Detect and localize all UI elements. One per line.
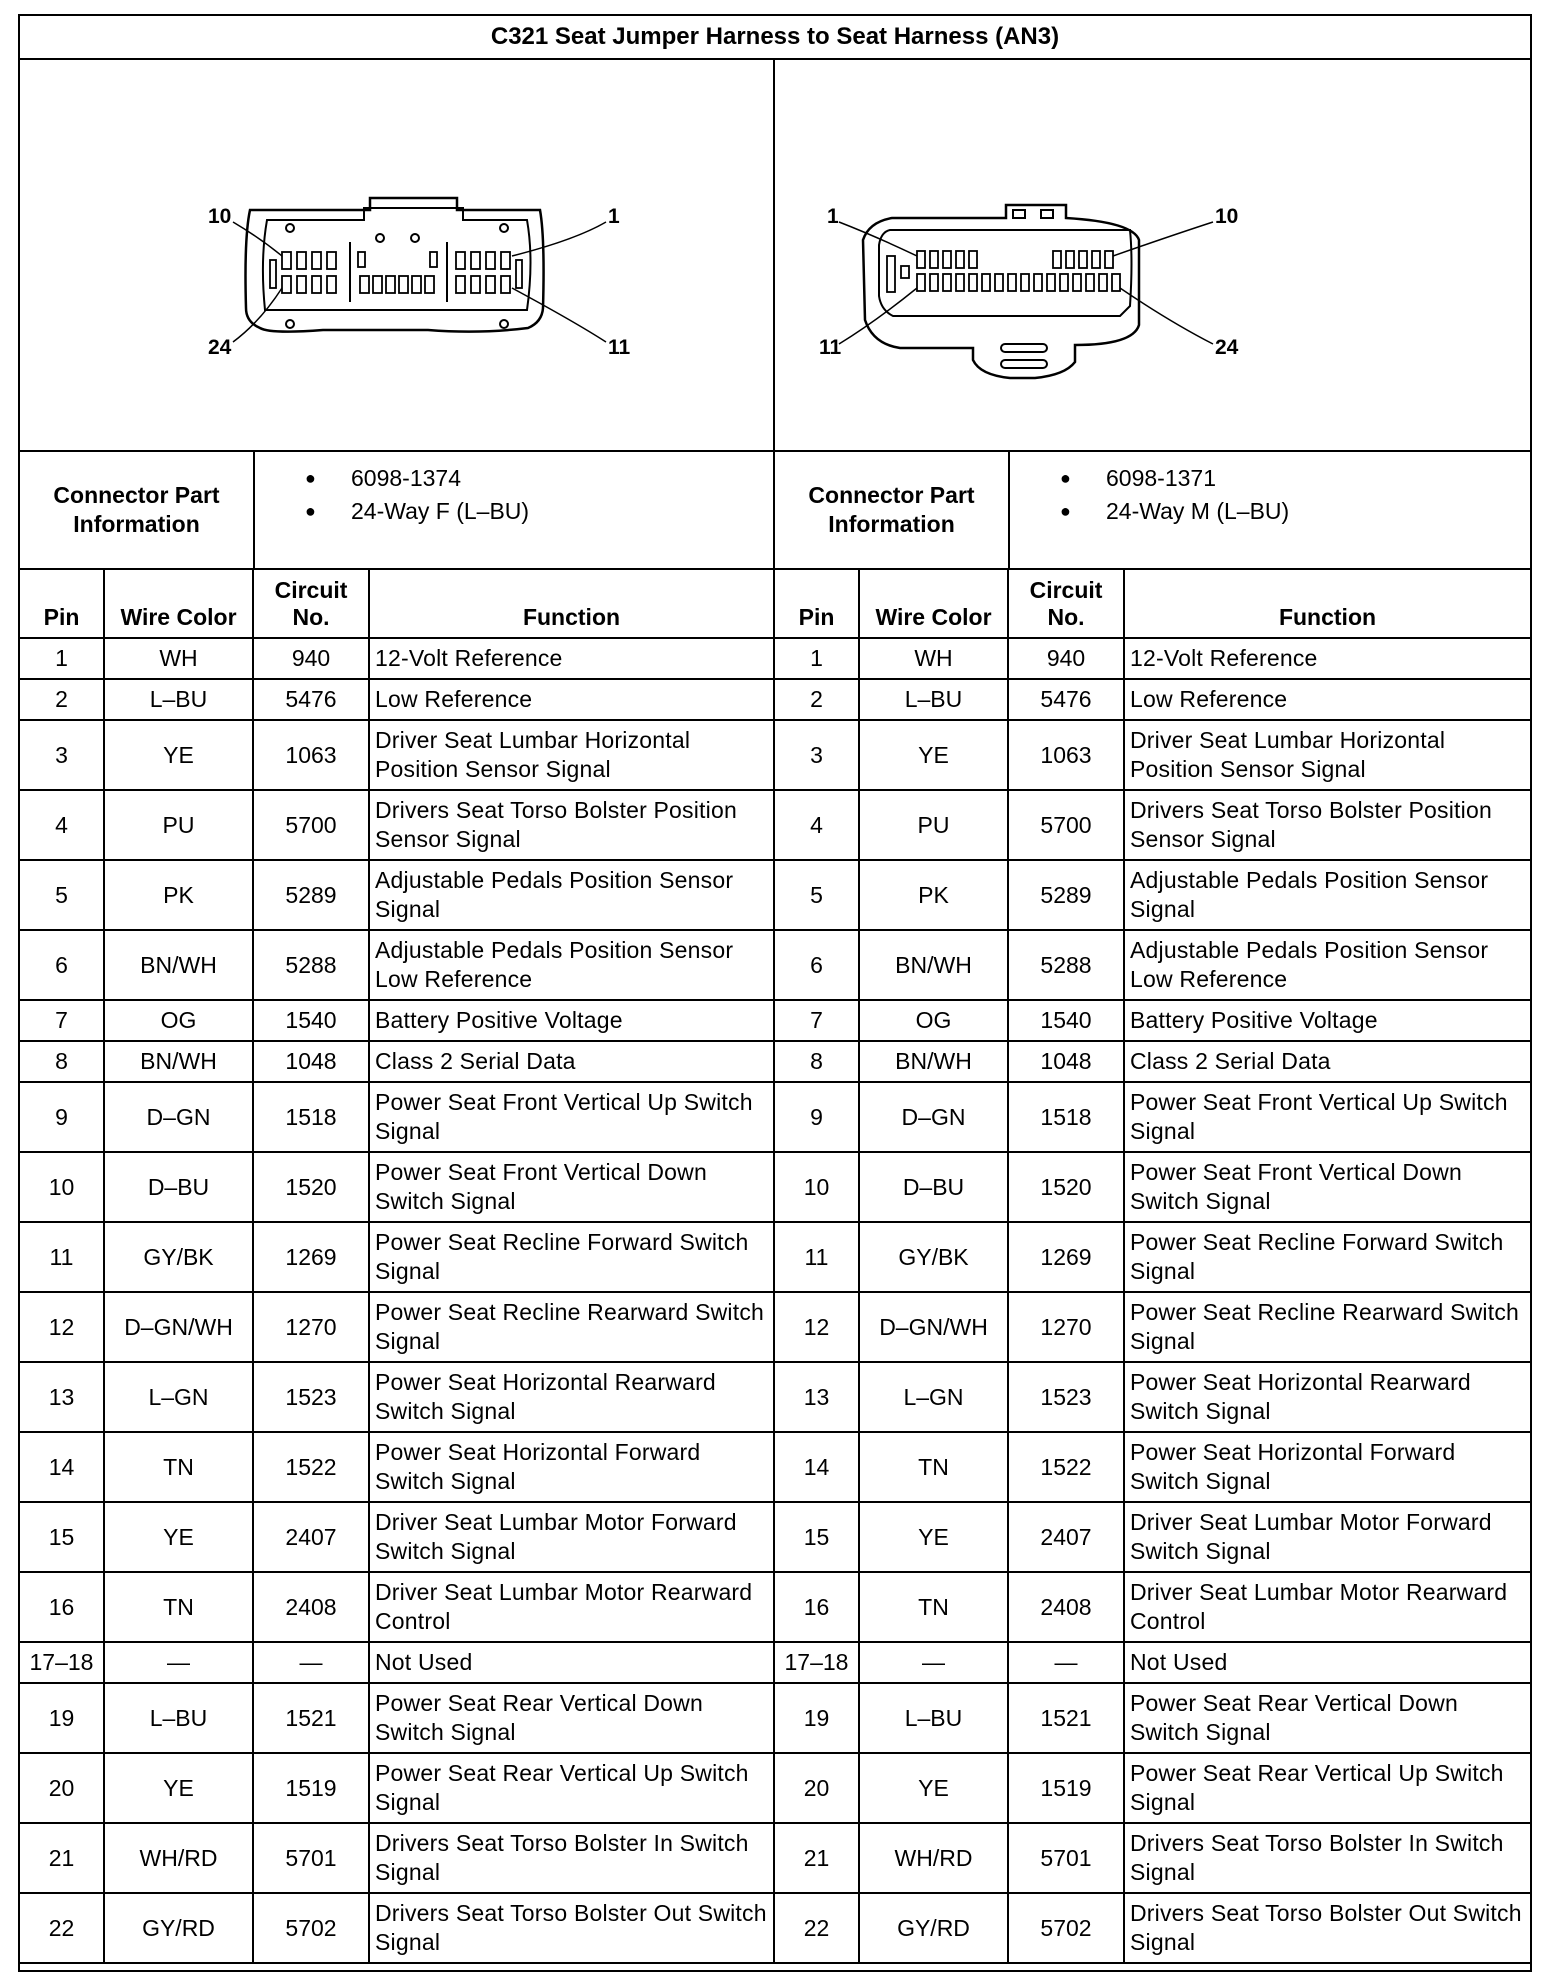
pin-number: 1: [20, 638, 104, 679]
table-row: [775, 860, 1530, 930]
circuit-number: 1522: [1008, 1432, 1124, 1502]
wire-color: WH: [859, 638, 1008, 679]
circuit-number: 5289: [1008, 860, 1124, 930]
table-row: [20, 1152, 773, 1222]
function-cell: Driver Seat Lumbar Horizontal Position Sensor Signal: [369, 720, 773, 790]
function-cell: Power Seat Front Vertical Down Switch Signal: [369, 1152, 773, 1222]
pin-number: 19: [20, 1683, 104, 1753]
wire-color: YE: [104, 1753, 253, 1823]
wire-color: BN/WH: [104, 1041, 253, 1082]
function-cell: Power Seat Recline Rearward Switch Signal: [1124, 1292, 1530, 1362]
function-cell: 12-Volt Reference: [369, 638, 773, 679]
pin-number: 14: [20, 1432, 104, 1502]
function-cell: Adjustable Pedals Position Sensor Signal: [1124, 860, 1530, 930]
circuit-number: 5701: [1008, 1823, 1124, 1893]
pin-number: 12: [20, 1292, 104, 1362]
wire-color: D–BU: [859, 1152, 1008, 1222]
header-function: Function: [1124, 570, 1530, 638]
bullet-icon: ●: [305, 501, 316, 521]
circuit-number: 1521: [1008, 1683, 1124, 1753]
wire-color: D–GN: [104, 1082, 253, 1152]
wire-color: PK: [859, 860, 1008, 930]
wire-color: GY/RD: [104, 1893, 253, 1963]
function-cell: Adjustable Pedals Position Sensor Low Reference: [369, 930, 773, 1000]
bullet-icon: ●: [305, 468, 316, 488]
wire-color: L–GN: [104, 1362, 253, 1432]
function-cell: Power Seat Recline Rearward Switch Signal: [369, 1292, 773, 1362]
table-row: [20, 1683, 773, 1753]
pin-table: [775, 570, 1530, 1964]
circuit-number: 5476: [1008, 679, 1124, 720]
part-number: 6098-1374: [351, 465, 461, 491]
table-row: [775, 790, 1530, 860]
wire-color: YE: [859, 1753, 1008, 1823]
connector-info-list: [255, 452, 773, 568]
function-cell: Power Seat Front Vertical Up Switch Signal: [369, 1082, 773, 1152]
table-row: [20, 1222, 773, 1292]
wire-color: YE: [859, 1502, 1008, 1572]
wire-color: TN: [859, 1572, 1008, 1642]
circuit-number: 1519: [1008, 1753, 1124, 1823]
circuit-number: 2408: [253, 1572, 369, 1642]
wire-color: PK: [104, 860, 253, 930]
circuit-number: 940: [1008, 638, 1124, 679]
table-row: [20, 1432, 773, 1502]
pin-number: 8: [775, 1041, 859, 1082]
circuit-number: 1521: [253, 1683, 369, 1753]
function-cell: Not Used: [369, 1642, 773, 1683]
pin-number: 17–18: [775, 1642, 859, 1683]
pin-number: 11: [20, 1222, 104, 1292]
function-cell: Driver Seat Lumbar Horizontal Position Sensor Signal: [1124, 720, 1530, 790]
table-row: [775, 1683, 1530, 1753]
wire-color: L–BU: [104, 1683, 253, 1753]
table-row: [775, 720, 1530, 790]
pin-number: 5: [20, 860, 104, 930]
female-connector-diagram: [20, 60, 775, 450]
circuit-number: 5702: [253, 1893, 369, 1963]
pin-number: 21: [20, 1823, 104, 1893]
wire-color: TN: [859, 1432, 1008, 1502]
pin-number: 2: [775, 679, 859, 720]
circuit-number: 1523: [1008, 1362, 1124, 1432]
function-cell: Power Seat Horizontal Rearward Switch Signal: [1124, 1362, 1530, 1432]
pin-number: 16: [20, 1572, 104, 1642]
table-row: [775, 638, 1530, 679]
pin-number: 6: [775, 930, 859, 1000]
wire-color: BN/WH: [104, 930, 253, 1000]
bullet-icon: ●: [1060, 501, 1071, 521]
pin-number: 9: [20, 1082, 104, 1152]
wire-color: L–BU: [859, 1683, 1008, 1753]
table-row: [775, 1823, 1530, 1893]
list-item: [1060, 495, 1530, 528]
circuit-number: 1520: [1008, 1152, 1124, 1222]
circuit-number: 5700: [253, 790, 369, 860]
table-row: [775, 1000, 1530, 1041]
table-row: [775, 1292, 1530, 1362]
pin-number: 2: [20, 679, 104, 720]
left-connector-info: [20, 452, 775, 568]
circuit-number: 1523: [253, 1362, 369, 1432]
table-row: [20, 930, 773, 1000]
table-row: [775, 1893, 1530, 1963]
wire-color: —: [104, 1642, 253, 1683]
function-cell: Drivers Seat Torso Bolster In Switch Signal: [369, 1823, 773, 1893]
table-row: [20, 1041, 773, 1082]
circuit-number: 5701: [253, 1823, 369, 1893]
circuit-number: 1270: [253, 1292, 369, 1362]
female-connector-icon: [20, 60, 774, 450]
circuit-number: 1518: [253, 1082, 369, 1152]
wire-color: GY/BK: [104, 1222, 253, 1292]
right-pin-table: [775, 570, 1530, 1964]
table-row: [20, 720, 773, 790]
wire-color: D–GN/WH: [104, 1292, 253, 1362]
wire-color: PU: [859, 790, 1008, 860]
pin-number: 21: [775, 1823, 859, 1893]
pin-label-24: 24: [1215, 336, 1239, 359]
function-cell: Power Seat Horizontal Forward Switch Signal: [1124, 1432, 1530, 1502]
circuit-number: 1540: [1008, 1000, 1124, 1041]
table-row: [775, 1642, 1530, 1683]
function-cell: Driver Seat Lumbar Motor Forward Switch Signal: [369, 1502, 773, 1572]
pin-number: 5: [775, 860, 859, 930]
pin-number: 15: [775, 1502, 859, 1572]
table-row: [20, 1000, 773, 1041]
table-row: [775, 1432, 1530, 1502]
table-row: [20, 1823, 773, 1893]
header-pin: Pin: [20, 570, 104, 638]
function-cell: Power Seat Rear Vertical Up Switch Signal: [369, 1753, 773, 1823]
wire-color: BN/WH: [859, 1041, 1008, 1082]
wire-color: YE: [859, 720, 1008, 790]
table-row: [775, 930, 1530, 1000]
pin-label-1: 1: [827, 205, 839, 228]
wire-color: OG: [104, 1000, 253, 1041]
list-item: [1060, 462, 1530, 495]
circuit-number: 1540: [253, 1000, 369, 1041]
pin-number: 7: [20, 1000, 104, 1041]
circuit-number: —: [253, 1642, 369, 1683]
wire-color: GY/BK: [859, 1222, 1008, 1292]
pin-number: 22: [775, 1893, 859, 1963]
circuit-number: 1063: [253, 720, 369, 790]
wire-color: GY/RD: [859, 1893, 1008, 1963]
pin-number: 6: [20, 930, 104, 1000]
function-cell: Class 2 Serial Data: [369, 1041, 773, 1082]
wire-color: WH/RD: [104, 1823, 253, 1893]
function-cell: Power Seat Recline Forward Switch Signal: [1124, 1222, 1530, 1292]
connector-type: 24-Way M (L–BU): [1106, 498, 1290, 524]
pin-label-11: 11: [608, 336, 631, 359]
function-cell: Adjustable Pedals Position Sensor Low Reference: [1124, 930, 1530, 1000]
pin-number: 20: [20, 1753, 104, 1823]
connector-diagrams: [20, 60, 1530, 452]
pin-number: 17–18: [20, 1642, 104, 1683]
function-cell: Drivers Seat Torso Bolster Out Switch Signal: [369, 1893, 773, 1963]
function-cell: Class 2 Serial Data: [1124, 1041, 1530, 1082]
pin-number: 9: [775, 1082, 859, 1152]
function-cell: Driver Seat Lumbar Motor Rearward Control: [1124, 1572, 1530, 1642]
circuit-number: 1518: [1008, 1082, 1124, 1152]
pin-number: 4: [20, 790, 104, 860]
pin-number: 10: [20, 1152, 104, 1222]
pin-tables: [20, 570, 1530, 1964]
connector-type: 24-Way F (L–BU): [351, 498, 530, 524]
left-pin-table: [20, 570, 775, 1964]
bullet-icon: ●: [1060, 468, 1071, 488]
pin-number: 12: [775, 1292, 859, 1362]
wire-color: D–GN/WH: [859, 1292, 1008, 1362]
table-row: [775, 1041, 1530, 1082]
circuit-number: 940: [253, 638, 369, 679]
connector-part-info: [20, 452, 1530, 570]
function-cell: Power Seat Horizontal Forward Switch Signal: [369, 1432, 773, 1502]
pin-number: 11: [775, 1222, 859, 1292]
circuit-number: 2407: [253, 1502, 369, 1572]
pin-number: 3: [20, 720, 104, 790]
pin-number: 14: [775, 1432, 859, 1502]
header-wire-color: Wire Color: [104, 570, 253, 638]
pin-number: 22: [20, 1893, 104, 1963]
function-cell: Power Seat Recline Forward Switch Signal: [369, 1222, 773, 1292]
function-cell: 12-Volt Reference: [1124, 638, 1530, 679]
function-cell: Low Reference: [369, 679, 773, 720]
table-row: [20, 1082, 773, 1152]
table-row: [20, 1502, 773, 1572]
function-cell: Driver Seat Lumbar Motor Forward Switch Signal: [1124, 1502, 1530, 1572]
function-cell: Power Seat Front Vertical Up Switch Signal: [1124, 1082, 1530, 1152]
function-cell: Driver Seat Lumbar Motor Rearward Control: [369, 1572, 773, 1642]
function-cell: Power Seat Horizontal Rearward Switch Signal: [369, 1362, 773, 1432]
pin-number: 10: [775, 1152, 859, 1222]
table-row: [775, 1222, 1530, 1292]
connector-sheet: [18, 14, 1532, 1972]
table-row: [775, 1572, 1530, 1642]
wire-color: L–BU: [859, 679, 1008, 720]
circuit-number: 2407: [1008, 1502, 1124, 1572]
wire-color: YE: [104, 720, 253, 790]
circuit-number: 1048: [1008, 1041, 1124, 1082]
wire-color: WH: [104, 638, 253, 679]
table-row: [20, 1642, 773, 1683]
table-row: [775, 1753, 1530, 1823]
pin-label-10: 10: [1215, 205, 1239, 228]
circuit-number: 1270: [1008, 1292, 1124, 1362]
male-connector-diagram: [775, 60, 1530, 450]
function-cell: Battery Positive Voltage: [369, 1000, 773, 1041]
pin-number: 13: [775, 1362, 859, 1432]
table-row: [20, 1893, 773, 1963]
wire-color: D–BU: [104, 1152, 253, 1222]
circuit-number: 1269: [1008, 1222, 1124, 1292]
wire-color: PU: [104, 790, 253, 860]
wire-color: L–GN: [859, 1362, 1008, 1432]
list-item: [305, 495, 773, 528]
pin-number: 4: [775, 790, 859, 860]
male-connector-icon: [775, 60, 1529, 450]
circuit-number: 1519: [253, 1753, 369, 1823]
circuit-number: 5289: [253, 860, 369, 930]
circuit-number: 2408: [1008, 1572, 1124, 1642]
circuit-number: 5288: [1008, 930, 1124, 1000]
circuit-number: 1520: [253, 1152, 369, 1222]
table-row: [775, 679, 1530, 720]
pin-number: 15: [20, 1502, 104, 1572]
function-cell: Drivers Seat Torso Bolster Position Sensor Signal: [369, 790, 773, 860]
pin-number: 3: [775, 720, 859, 790]
table-row: [20, 1362, 773, 1432]
function-cell: Drivers Seat Torso Bolster Out Switch Signal: [1124, 1893, 1530, 1963]
circuit-number: 5476: [253, 679, 369, 720]
wire-color: TN: [104, 1432, 253, 1502]
table-row: [20, 679, 773, 720]
circuit-number: 1063: [1008, 720, 1124, 790]
table-row: [775, 1502, 1530, 1572]
function-cell: Not Used: [1124, 1642, 1530, 1683]
function-cell: Battery Positive Voltage: [1124, 1000, 1530, 1041]
table-row: [20, 860, 773, 930]
function-cell: Adjustable Pedals Position Sensor Signal: [369, 860, 773, 930]
header-function: Function: [369, 570, 773, 638]
list-item: [305, 462, 773, 495]
pin-label-10: 10: [208, 205, 232, 228]
pin-number: 19: [775, 1683, 859, 1753]
header-circuit: Circuit No.: [1008, 570, 1124, 638]
circuit-number: 5702: [1008, 1893, 1124, 1963]
wire-color: BN/WH: [859, 930, 1008, 1000]
pin-number: 1: [775, 638, 859, 679]
header-pin: Pin: [775, 570, 859, 638]
table-row: [20, 1753, 773, 1823]
wire-color: TN: [104, 1572, 253, 1642]
pin-number: 8: [20, 1041, 104, 1082]
circuit-number: —: [1008, 1642, 1124, 1683]
table-row: [775, 1082, 1530, 1152]
function-cell: Drivers Seat Torso Bolster Position Sensor Signal: [1124, 790, 1530, 860]
function-cell: Power Seat Rear Vertical Down Switch Signal: [369, 1683, 773, 1753]
connector-info-label: Connector Part Information: [20, 452, 255, 568]
pin-number: 20: [775, 1753, 859, 1823]
function-cell: Power Seat Front Vertical Down Switch Signal: [1124, 1152, 1530, 1222]
wire-color: L–BU: [104, 679, 253, 720]
wire-color: YE: [104, 1502, 253, 1572]
pin-label-1: 1: [608, 205, 620, 228]
header-wire-color: Wire Color: [859, 570, 1008, 638]
page-title: C321 Seat Jumper Harness to Seat Harness (AN3): [20, 16, 1530, 60]
pin-number: 13: [20, 1362, 104, 1432]
circuit-number: 1269: [253, 1222, 369, 1292]
function-cell: Power Seat Rear Vertical Up Switch Signal: [1124, 1753, 1530, 1823]
pin-label-24: 24: [208, 336, 232, 359]
connector-info-label: Connector Part Information: [775, 452, 1010, 568]
function-cell: Drivers Seat Torso Bolster In Switch Signal: [1124, 1823, 1530, 1893]
wire-color: WH/RD: [859, 1823, 1008, 1893]
wire-color: D–GN: [859, 1082, 1008, 1152]
table-row: [775, 1152, 1530, 1222]
table-row: [20, 790, 773, 860]
circuit-number: 5700: [1008, 790, 1124, 860]
pin-number: 16: [775, 1572, 859, 1642]
table-row: [775, 1362, 1530, 1432]
header-circuit: Circuit No.: [253, 570, 369, 638]
wire-color: —: [859, 1642, 1008, 1683]
pin-label-11: 11: [819, 336, 842, 359]
circuit-number: 1048: [253, 1041, 369, 1082]
pin-number: 7: [775, 1000, 859, 1041]
right-connector-info: [775, 452, 1530, 568]
function-cell: Low Reference: [1124, 679, 1530, 720]
wire-color: OG: [859, 1000, 1008, 1041]
table-row: [20, 638, 773, 679]
pin-table: [20, 570, 773, 1964]
connector-info-list: [1010, 452, 1530, 568]
circuit-number: 5288: [253, 930, 369, 1000]
table-row: [20, 1292, 773, 1362]
function-cell: Power Seat Rear Vertical Down Switch Signal: [1124, 1683, 1530, 1753]
table-row: [20, 1572, 773, 1642]
part-number: 6098-1371: [1106, 465, 1216, 491]
circuit-number: 1522: [253, 1432, 369, 1502]
